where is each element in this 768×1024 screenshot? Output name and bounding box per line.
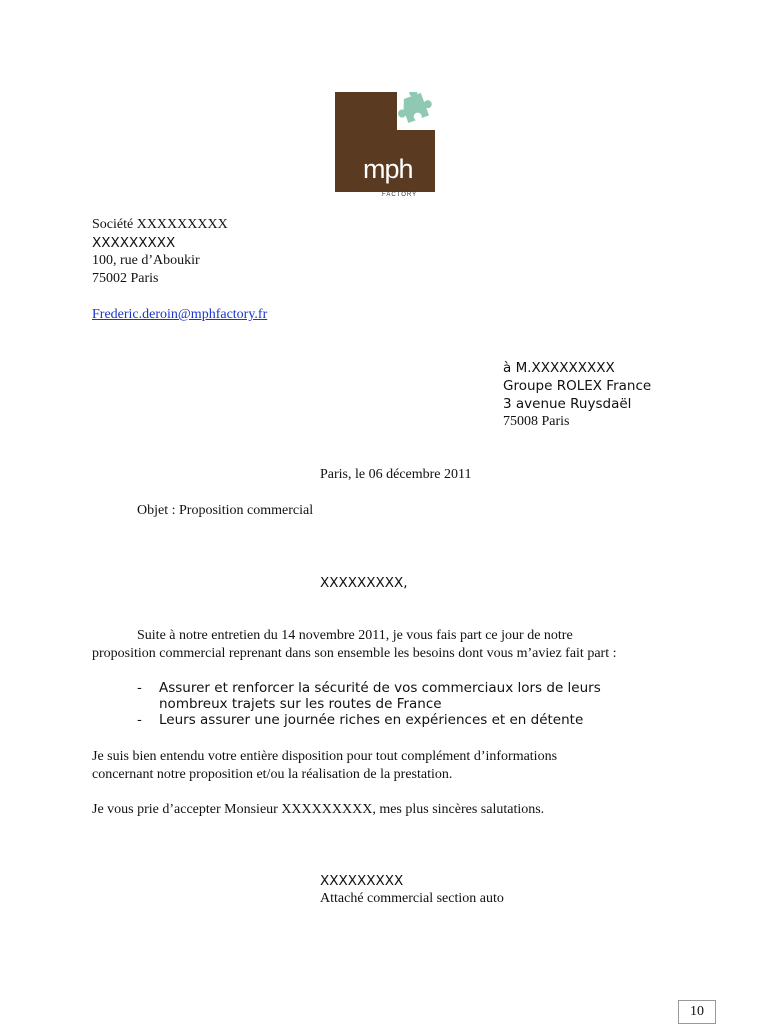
sender-line: 75002 Paris bbox=[92, 271, 159, 286]
bullet-text: Assurer et renforcer la sécurité de vos commerciaux lors de leurs bbox=[159, 680, 601, 696]
company-logo bbox=[335, 92, 435, 192]
letter-date: Paris, le 06 décembre 2011 bbox=[320, 467, 472, 482]
bullet-text: nombreux trajets sur les routes de France bbox=[159, 696, 442, 712]
logo-text: mph bbox=[363, 154, 413, 184]
recipient-line: Groupe ROLEX France bbox=[503, 378, 652, 394]
sender-address bbox=[92, 216, 228, 288]
recipient-line: 3 avenue Ruysdaël bbox=[503, 396, 632, 412]
bullet-dash: - bbox=[137, 680, 142, 696]
letter-salutation: XXXXXXXXX, bbox=[320, 575, 408, 591]
intro-line: proposition commercial reprenant dans son ensemble les besoins dont vous m’aviez fait part : bbox=[92, 646, 617, 661]
closing-line: Je vous prie d’accepter Monsieur XXXXXXXXX, mes plus sincères salutations. bbox=[92, 802, 545, 817]
paragraph-line: Je suis bien entendu votre entière disposition pour tout complément d’informations bbox=[92, 749, 558, 764]
signature-name: XXXXXXXXX bbox=[320, 873, 404, 889]
letter-subject: Objet : Proposition commercial bbox=[137, 503, 314, 518]
recipient-line: à M.XXXXXXXXX bbox=[503, 360, 615, 376]
intro-line: Suite à notre entretien du 14 novembre 2011, je vous fais part ce jour de notre bbox=[137, 628, 573, 643]
bullet-text: Leurs assurer une journée riches en expériences et en détente bbox=[159, 712, 584, 728]
intro-paragraph bbox=[92, 627, 616, 663]
bullet-dash: - bbox=[137, 712, 142, 728]
sender-email-block bbox=[92, 306, 267, 324]
recipient-line: 75008 Paris bbox=[503, 414, 570, 429]
sender-line: Société XXXXXXXXX bbox=[92, 217, 228, 232]
paragraph-line: concernant notre proposition et/ou la réalisation de la prestation. bbox=[92, 767, 453, 782]
page-number: 10 bbox=[678, 1000, 716, 1024]
sender-line: 100, rue d’Aboukir bbox=[92, 253, 200, 268]
sender-line: XXXXXXXXX bbox=[92, 235, 176, 251]
logo-subtext: FACTORY bbox=[382, 192, 418, 198]
bullet-list bbox=[137, 680, 601, 728]
availability-paragraph bbox=[92, 748, 557, 784]
signature-title: Attaché commercial section auto bbox=[320, 891, 504, 906]
list-item bbox=[137, 680, 601, 712]
sender-email-link[interactable]: Frederic.deroin@mphfactory.fr bbox=[92, 307, 268, 322]
signature-block bbox=[320, 872, 504, 908]
puzzle-piece-icon bbox=[395, 92, 435, 132]
list-item bbox=[137, 712, 601, 728]
recipient-address bbox=[503, 359, 651, 431]
